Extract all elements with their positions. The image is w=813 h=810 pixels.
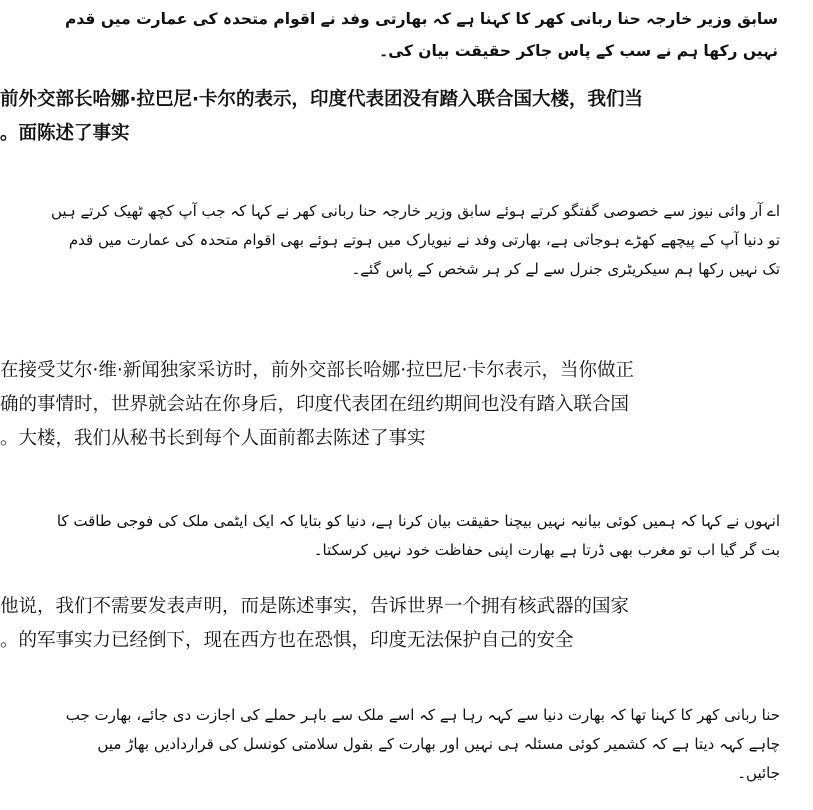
paragraph-2-chinese-line-1: 他说，我们不需要发表声明，而是陈述事实，告诉世界一个拥有核武器的国家 (0, 596, 630, 617)
paragraph-3-urdu: حنا ربانی کھر کا کہنا تھا کہ بھارت دنیا سے کہہ رہا ہے کہ اسے ملک سے باہر حملے کی اجازت دی جائے، بھارت جب چاہے کہہ دیتا ہے کہ کشمیر کوئی مسئلہ ہی نہیں اور بھارت کے بقول سلامتی کونسل کی قراردادیں بھاڑ میں جائیں۔ (65, 706, 780, 782)
paragraph-2-chinese (0, 590, 796, 658)
paragraph-1-urdu: اے آر وائی نیوز سے خصوصی گفتگو کرتے ہوئے سابق وزیر خارجہ حنا ربانی کھر نے کہا کہ جب آپ کچھ ٹھیک کرتے ہیں تو دنیا آپ کے پیچھے کھڑے ہوجاتی ہے، بھارتی وفد نے نیویارک میں ہوتے ہوئے بھی اقوام متحدہ کی عمارت میں قدم تک نہیں رکھا ہم سیکریٹری جنرل سے لے کر ہر شخص کے پاس گئے۔ (50, 202, 780, 278)
paragraph-1-chinese (0, 354, 796, 456)
paragraph-1-chinese-line-1: 在接受艾尔·维·新闻独家采访时，前外交部长哈娜·拉巴尼·卡尔表示，当你做正 (0, 360, 635, 381)
headline-chinese (0, 83, 796, 151)
paragraph-2-urdu: انہوں نے کہا کہ ہمیں کوئی بیانیہ نہیں بیچنا حقیقت بیان کرنا ہے، دنیا کو بتایا کہ ایک ایٹمی ملک کی فوجی طاقت کا بت گر گیا اب تو مغرب بھی ڈرتا ہے بھارت اپنی حفاظت خود نہیں کرسکتا۔ (56, 512, 780, 559)
headline-chinese-line-1: 前外交部长哈娜·拉巴尼·卡尔的表示，印度代表团没有踏入联合国大楼，我们当 (0, 89, 644, 110)
headline-urdu: سابق وزیر خارجہ حنا ربانی کھر کا کہنا ہے کہ بھارتی وفد نے اقوام متحدہ کی عمارت میں قدم نہیں رکھا ہم نے سب کے پاس جاکر حقیقت بیان کی۔ (64, 10, 778, 60)
headline-chinese-line-2: 。面陈述了事实 (0, 123, 130, 144)
paragraph-1-chinese-line-3: 。大楼，我们从秘书长到每个人面前都去陈述了事实 (0, 428, 426, 449)
paragraph-2-chinese-line-2: 。的军事实力已经倒下，现在西方也在恐惧，印度无法保护自己的安全 (0, 630, 574, 651)
paragraph-1-chinese-line-2: 确的事情时，世界就会站在你身后，印度代表团在纽约期间也没有踏入联合国 (0, 394, 630, 415)
